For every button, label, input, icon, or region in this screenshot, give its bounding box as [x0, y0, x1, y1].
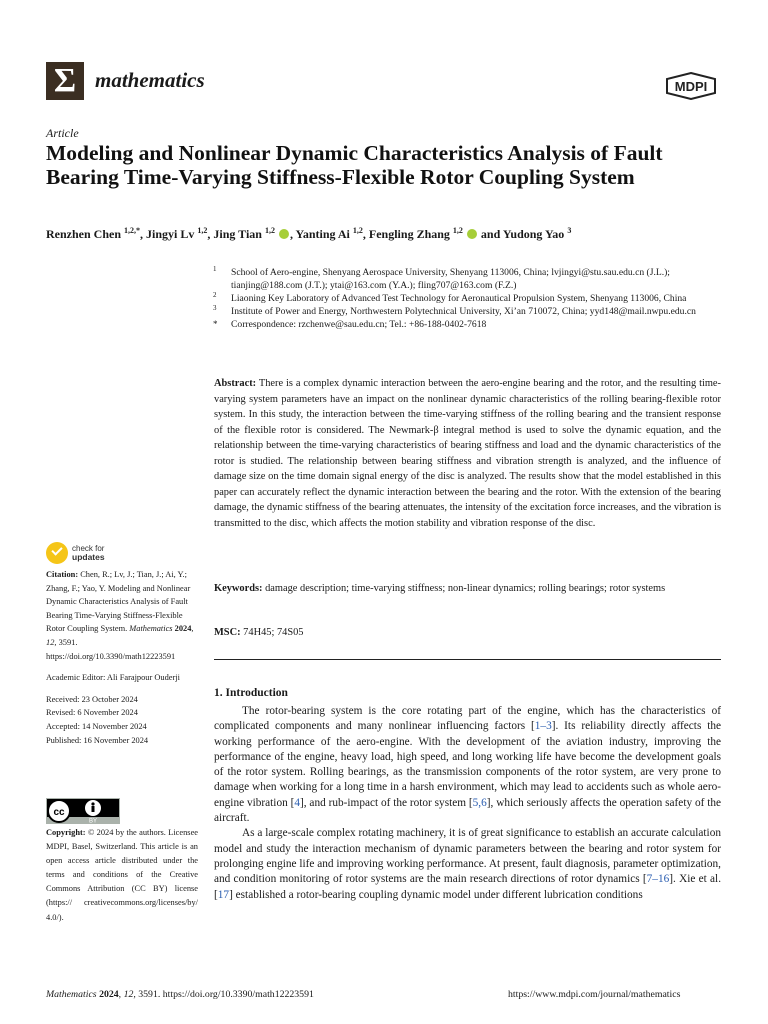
author-affiliation-mark: 3 — [567, 226, 572, 235]
mdpi-logo — [665, 72, 717, 100]
citation-link[interactable]: 5,6 — [472, 796, 487, 809]
citation-year: 2024 — [174, 624, 192, 634]
affiliations — [213, 266, 723, 331]
author-affiliation-mark: 1,2 — [352, 226, 363, 235]
article-type: Article — [46, 126, 79, 140]
copyright-label: Copyright: — [46, 828, 86, 837]
date-accepted: Accepted: 14 November 2024 — [46, 721, 147, 731]
affiliation-item — [213, 266, 723, 292]
author-name: Fengling Zhang — [368, 227, 453, 241]
affiliation-mark: 2 — [213, 291, 217, 300]
footer-doi[interactable]: , 3591. https://doi.org/10.3390/math12223591 — [133, 989, 314, 1000]
footer-journal: Mathematics — [46, 989, 97, 1000]
cc-by-license-badge[interactable] — [46, 798, 120, 824]
msc-text: 74H45; 74S05 — [243, 627, 304, 638]
author-name: Jingyi Lv — [146, 227, 198, 241]
orcid-icon[interactable] — [279, 229, 289, 239]
footer-journal-url[interactable]: https://www.mdpi.com/journal/mathematics — [508, 989, 681, 1000]
affiliation-item — [213, 292, 723, 305]
introduction-body — [214, 704, 721, 903]
date-revised: Revised: 6 November 2024 — [46, 708, 138, 718]
citation-link[interactable]: 4 — [294, 796, 300, 809]
affiliation-text: Correspondence: rzchenwe@sau.edu.cn; Tel.: +86-188-0402-7618 — [231, 319, 487, 331]
publication-dates — [46, 693, 198, 747]
intro-paragraph-2: As a large-scale complex rotating machinery, it is of great significance to establish an accurate calculation model and study the interaction mechanism of dynamic parameters between the bearing and rotor system for prolonging engine life and improving working performance. At present, fault diagnosis, parameter optimization, and condition monitoring of rotor systems are the main research directions of rotor dynamics [7–16]. Xie et al. [17] established a rotor-bearing coupling dynamic model under different lubrication conditions — [214, 827, 722, 901]
abstract-label: Abstract: — [214, 378, 257, 389]
author-affiliation-mark: 1,2 — [264, 226, 275, 235]
paper-title: Modeling and Nonlinear Dynamic Characteristics Analysis of Fault Bearing Time-Varying Stiffness-Flexible Rotor Coupling System — [46, 141, 663, 189]
citation-link[interactable]: 17 — [217, 888, 230, 901]
citation-link[interactable]: 1–3 — [534, 720, 552, 733]
cc-by-label: BY — [88, 818, 98, 824]
check-line-1: check for — [72, 544, 105, 553]
abstract-text: There is a complex dynamic interaction between the aero-engine bearing and the rotor, and the resulting time-varying system parameters have an impact on the nonlinear dynamic characteristics of the rolling bearing-flexible rotor system. In this study, the interaction between the time-varying stiffness of the rolling bearing and the transient response of the flexible rotor is considered. The Newmark-β integral method is used to solve the dynamic equation, and the relationship between the time-varying characteristics of bearing stiffness and load and the dynamic characteristics of the rotor is studied. The relationship between bearing stiffness and vibration strength is analyzed, and the influence of damage size on the time domain signal energy of the disc is analyzed. The results show that the model established in this paper can accurately reflect the dynamic interaction between the bearing and the rotor. With the extension of the bearing damage, the dynamic stiffness of the bearing attenuates, the intensity of the excitation force increases, and the vibration is transmitted to the disc, which affects the motion stability and vibration response of the disc. — [214, 378, 721, 529]
intro-paragraph-1: The rotor-bearing system is the core rotating part of the engine, which has the characteristics of complicated components and many nonlinear influencing factors [1–3]. Its reliability directly affects the working performance of the aero-engine. With the development of the aviation industry, improving the performance of the engine, heavy load, high speed, and long working life have become the development goals of the rotor system. Rolling bearings, as the transmission components of the rotor system, are very prone to damage when working for a long time in a harsh environment, which may lead to accidents such as whole aero-engine vibration [4], and rub-impact of the rotor system [5,6], which seriously affects the operation safety of the aircraft. — [214, 705, 721, 825]
section-heading: 1. Introduction — [214, 687, 288, 699]
copyright-notice — [46, 826, 198, 925]
divider — [214, 659, 721, 660]
check-icon — [46, 542, 68, 564]
affiliation-mark: 3 — [213, 304, 217, 313]
affiliation-item — [213, 318, 723, 331]
svg-text:MDPI: MDPI — [674, 79, 708, 94]
affiliation-mark: 1 — [213, 265, 217, 273]
footer-volume: 12 — [123, 989, 134, 1000]
citation-text: Chen, R.; Lv, J.; Tian, J.; Ai, Y.; Zhang, F.; Yao, Y. Modeling and Nonlinear Dynamic Characteristics Analysis of Fault Bearing Time-Varying Stiffness-Flexible Rotor Coupling System. — [46, 570, 191, 634]
citation: Citation: Chen, R.; Lv, J.; Tian, J.; Ai, Y.; Zhang, F.; Yao, Y. Modeling and Nonlinear Dynamic Characteristics Analysis of Fault Bearing Time-Varying Stiffness-Flexible Rotor Coupling System. Mathematics 2024, 12, 3591. https://doi.org/10.3390/math12223591 — [46, 570, 194, 661]
affiliation-mark: * — [213, 319, 218, 330]
date-received: Received: 23 October 2024 — [46, 694, 138, 704]
journal-name: mathematics — [95, 68, 205, 92]
affiliation-text: School of Aero-engine, Shenyang Aerospace University, Shenyang 113006, China; lvjingyi@stu.sau.edu.cn (J.L.); tianjing@188.com (J.T.); ytai@163.com (Y.A.); fling707@163.com (F.Z.) — [231, 267, 670, 292]
author-affiliation-mark: 1,2,* — [124, 226, 141, 235]
affiliation-text: Liaoning Key Laboratory of Advanced Test Technology for Aeronautical Propulsion System, Shenyang 113006, China — [231, 293, 687, 305]
check-for-updates-label — [72, 544, 105, 562]
svg-text:cc: cc — [53, 807, 65, 818]
journal-logo: Σ — [46, 62, 84, 100]
affiliation-text: Institute of Power and Energy, Northwestern Polytechnical University, Xi’an 710072, China; yyd148@mail.nwpu.edu.cn — [231, 306, 696, 318]
abstract — [214, 376, 721, 531]
footer-citation: Mathematics 2024, 12, 3591. https://doi.org/10.3390/math12223591 — [46, 989, 314, 1000]
orcid-icon[interactable] — [467, 229, 477, 239]
check-for-updates-button[interactable] — [46, 542, 136, 566]
citation-label: Citation: — [46, 570, 79, 579]
keywords — [214, 581, 721, 597]
author-name: Yudong Yao — [502, 227, 568, 241]
msc — [214, 627, 721, 638]
check-line-2: updates — [72, 552, 105, 562]
citation-journal: Mathematics — [129, 624, 173, 634]
msc-label: MSC: — [214, 627, 241, 638]
author-list: Renzhen Chen $^{1,2,*}$, Jingyi Lv $^{1,2}$, Jing Tian $^{1,2}$ , Yanting Ai $^{1,2}$, Fengling Zhang $^{1,2}$ and Yudong Yao $^3$ — [46, 226, 572, 241]
keywords-label: Keywords: — [214, 583, 263, 594]
citation-volume: 12 — [46, 637, 55, 647]
date-published: Published: 16 November 2024 — [46, 735, 149, 745]
copyright-text: © 2024 by the authors. Licensee MDPI, Basel, Switzerland. This article is an open access article distributed under the terms and conditions of the Creative Commons Attribution (CC BY) license (https:// creativecommons.org/licenses/by/ 4.0/). — [46, 828, 198, 922]
author-affiliation-mark: 1,2 — [197, 226, 208, 235]
author-affiliation-mark: 1,2 — [452, 226, 463, 235]
keywords-text: damage description; time-varying stiffness; non-linear dynamics; rolling bearings; rotor systems — [265, 583, 666, 594]
sidebar-info — [46, 568, 198, 747]
author-name: Jing Tian — [213, 227, 265, 241]
affiliation-item — [213, 305, 723, 318]
author-name: Renzhen Chen — [46, 227, 125, 241]
footer-year: 2024 — [99, 989, 119, 1000]
academic-editor: Academic Editor: Ali Farajpour Ouderji — [46, 673, 180, 683]
citation-doi[interactable]: , 3591. https://doi.org/10.3390/math12223591 — [46, 637, 176, 661]
author-name: Yanting Ai — [295, 227, 353, 241]
citation-link[interactable]: 7–16 — [646, 873, 670, 886]
